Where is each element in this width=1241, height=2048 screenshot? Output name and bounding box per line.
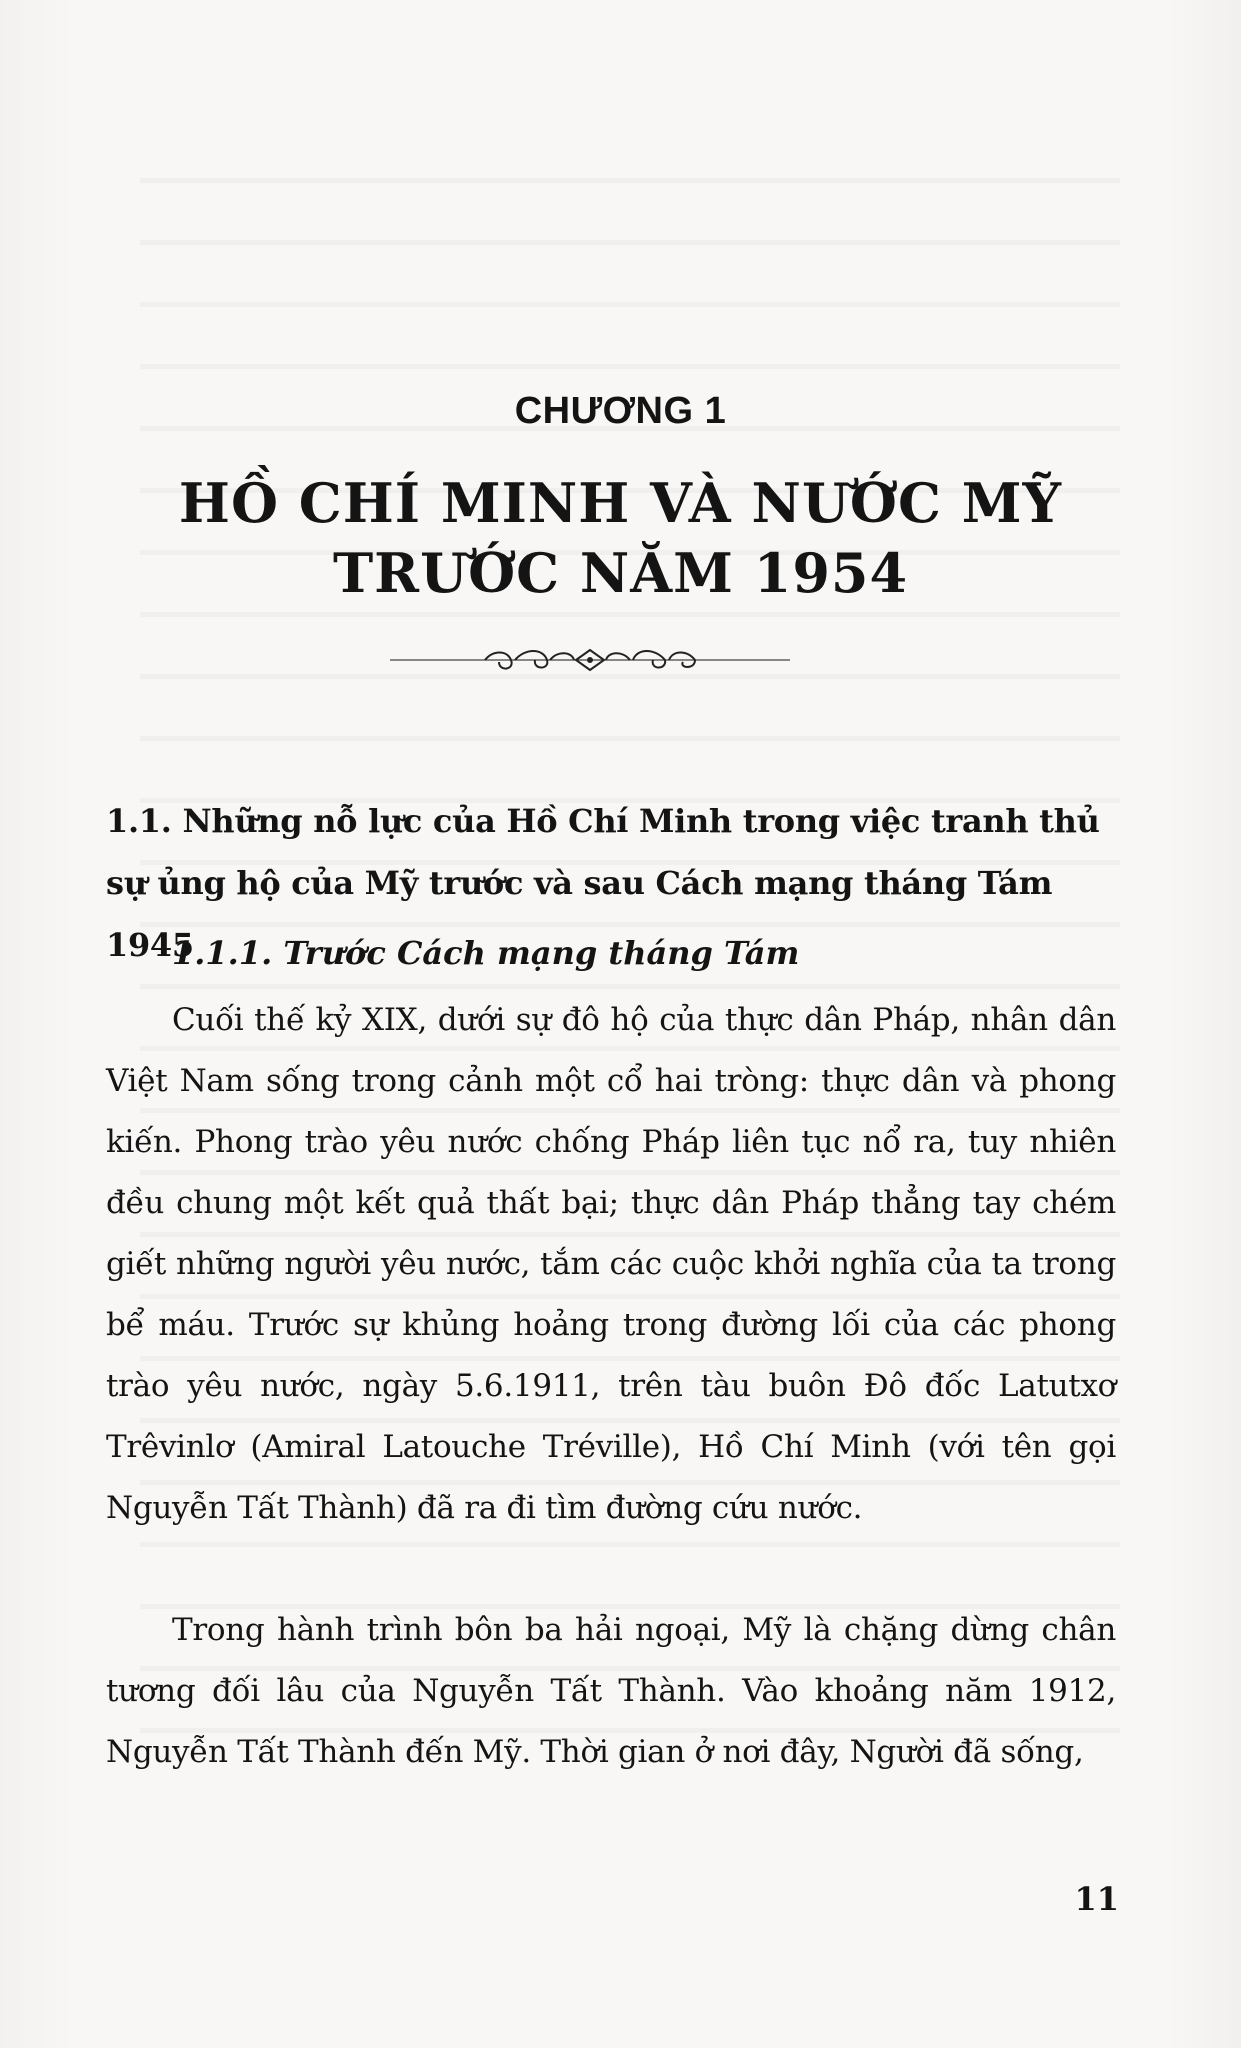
page-number: 11 [1074,1880,1119,1918]
chapter-title-line-1: HỒ CHÍ MINH VÀ NƯỚC MỸ [178,471,1063,535]
chapter-title [0,468,1241,608]
section-heading: 1.1. Những nỗ lực của Hồ Chí Minh trong việc tranh thủ sự ủng hộ của Mỹ trước và sau Cách mạng tháng Tám 1945 [106,802,1100,964]
chapter-title-line-2: TRƯỚC NĂM 1954 [332,541,909,605]
ornament-divider-icon [390,640,790,680]
chapter-label: CHƯƠNG 1 [514,390,727,432]
subsection-heading: 1.1.1. Trước Cách mạng tháng Tám [172,934,800,972]
body-paragraph: Cuối thế kỷ XIX, dưới sự đô hộ của thực dân Pháp, nhân dân Việt Nam sống trong cảnh một cổ hai tròng: thực dân và phong kiến. Phong trào yêu nước chống Pháp liên tục nổ ra, tuy nhiên đều chung một kết quả thất bại; thực dân Pháp thẳng tay chém giết những người yêu nước, tắm các cuộc khởi nghĩa của ta trong bể máu. Trước sự khủng hoảng trong đường lối của các phong trào yêu nước, ngày 5.6.1911, trên tàu buôn Đô đốc Latutxơ Trêvinlơ (Amiral Latouche Tréville), Hồ Chí Minh (với tên gọi Nguyễn Tất Thành) đã ra đi tìm đường cứu nước. [106,1002,1116,1526]
body-paragraph: Trong hành trình bôn ba hải ngoại, Mỹ là chặng dừng chân tương đối lâu của Nguyễn Tất Thành. Vào khoảng năm 1912, Nguyễn Tất Thành đến Mỹ. Thời gian ở nơi đây, Người đã sống, [106,1612,1116,1770]
